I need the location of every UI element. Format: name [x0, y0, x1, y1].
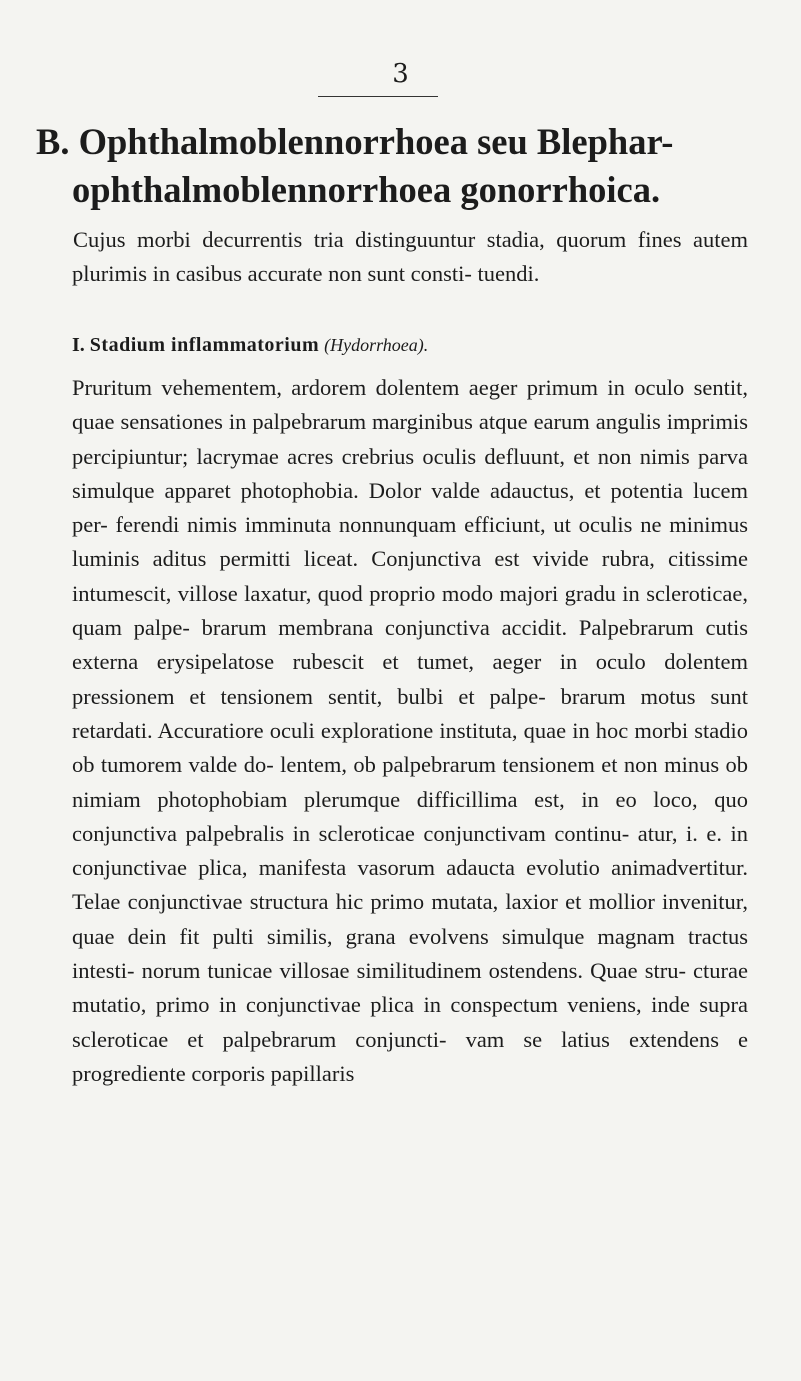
stage-number: I.	[72, 334, 85, 356]
section-heading-line2: ophthalmoblennorrhoea gonorrhoica.	[72, 169, 661, 210]
body-paragraph: Pruritum vehementem, ardorem dolentem aeger primum in oculo sentit, quae sensationes in palpebrarum marginibus atque earum angulis imprimis percipiuntur; lacrymae acres crebrius oculis defluunt, et non nimis parva simulque apparet photophobia. Dolor valde adauctus, et potentia lucem per- ferendi nimis imminuta nonnunquam efficiunt, ut oculis ne minimus luminis aditus permitti liceat. Conjunctiva est vivide rubra, citissime intumescit, villose laxatur, quod proprio modo majori gradu in scleroticae, quam palpe- brarum membrana conjunctiva accidit. Palpebrarum cutis externa erysipelatose rubescit et tumet, aeger in oculo dolentem pressionem et tensionem sentit, bulbi et palpe- brarum motus sunt retardati. Accuratiore oculi exploratione instituta, quae in hoc morbi stadio ob tumorem valde do- lentem, ob palpebrarum tensionem et non minus ob nimiam photophobiam plerumque difficillima est, in eo loco, quo conjunctiva palpebralis in scleroticae conjunctivam continu- atur, i. e. in conjunctivae plica, manifesta vasorum adaucta evolutio animadvertitur. Telae conjunctivae structura hic primo mutata, laxior et mollior invenitur, quae dein fit pulti similis, grana evolvens simulque magnam tractus intesti- norum tunicae villosae similitudinem ostendens. Quae stru- cturae mutatio, primo in conjunctivae plica in conspectum veniens, inde supra scleroticae et palpebrarum conjuncti- vam se latius extendens e progrediente corporis papillaris	[72, 375, 748, 1086]
stage-title: Stadium inflammatorium	[89, 334, 320, 356]
intro-paragraph: Cujus morbi decurrentis tria distinguuntur stadia, quorum fines autem plurimis in casibus accurate non sunt consti- tuendi.	[72, 227, 748, 287]
stage-note: (Hydorrhoea).	[324, 335, 429, 355]
section-heading-line1: B. Ophthalmoblennorrhoea seu Blephar-	[36, 121, 674, 162]
page-number: 3	[392, 59, 409, 89]
stage-heading	[72, 331, 752, 359]
section-heading	[36, 118, 776, 214]
page-number-rule	[318, 96, 438, 97]
